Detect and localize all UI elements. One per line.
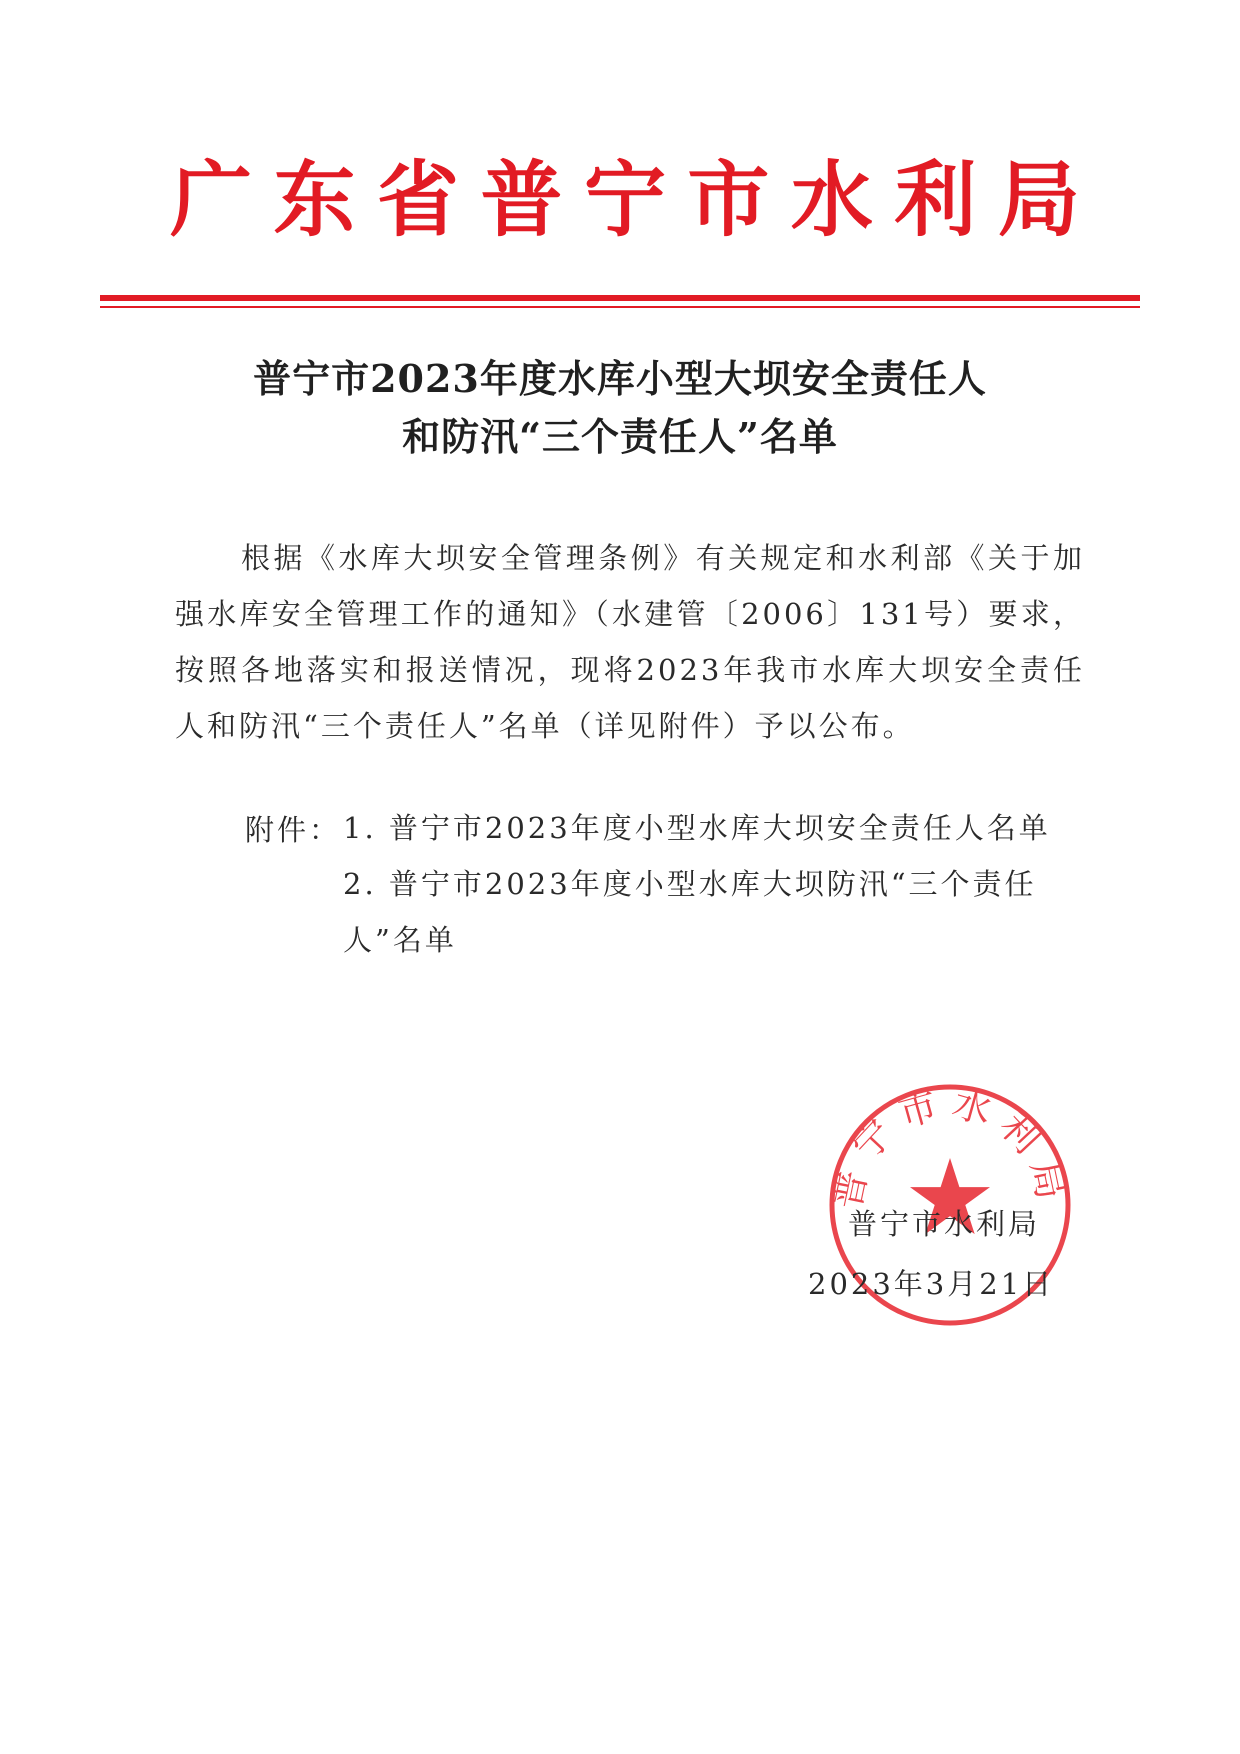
body-paragraph: 根据《水库大坝安全管理条例》有关规定和水利部《关于加强水库安全管理工作的通知》（水建管〔2006〕131号）要求，按照各地落实和报送情况，现将2023年我市水库大坝安全责任人和防汛“三个责任人”名单（详见附件）予以公布。 xyxy=(175,541,1085,743)
signing-date: 2023年3月21日 xyxy=(808,1267,1055,1301)
signer-org: 普宁市水利局 xyxy=(848,1207,1041,1241)
letterhead-char: 宁 xyxy=(583,153,666,248)
letterhead-char: 局 xyxy=(997,153,1080,248)
letterhead-char: 东 xyxy=(273,153,356,248)
letterhead-title xyxy=(170,153,1080,248)
letterhead-char: 广 xyxy=(170,153,253,248)
document-title-line-2: 和防汛“三个责任人”名单 xyxy=(402,414,838,459)
letterhead-char: 水 xyxy=(790,153,873,248)
letterhead-char: 市 xyxy=(687,153,770,248)
letterhead-rule-thin xyxy=(100,306,1140,308)
letterhead-rule-thick xyxy=(100,295,1140,301)
document-title-line-1: 普宁市2023年度水库小型大坝安全责任人 xyxy=(253,356,987,401)
seal-text: 普宁市水利局 xyxy=(825,1080,1075,1213)
letterhead-char: 普 xyxy=(480,153,563,248)
letterhead-char: 利 xyxy=(894,153,977,248)
letterhead-char: 省 xyxy=(376,153,459,248)
attachment-item-2: 2. 普宁市2023年度小型水库大坝防汛“三个责任人”名单 xyxy=(343,867,1037,957)
attachments-label: 附件： xyxy=(245,813,342,847)
attachment-item-1: 1. 普宁市2023年度小型水库大坝安全责任人名单 xyxy=(343,811,1051,845)
